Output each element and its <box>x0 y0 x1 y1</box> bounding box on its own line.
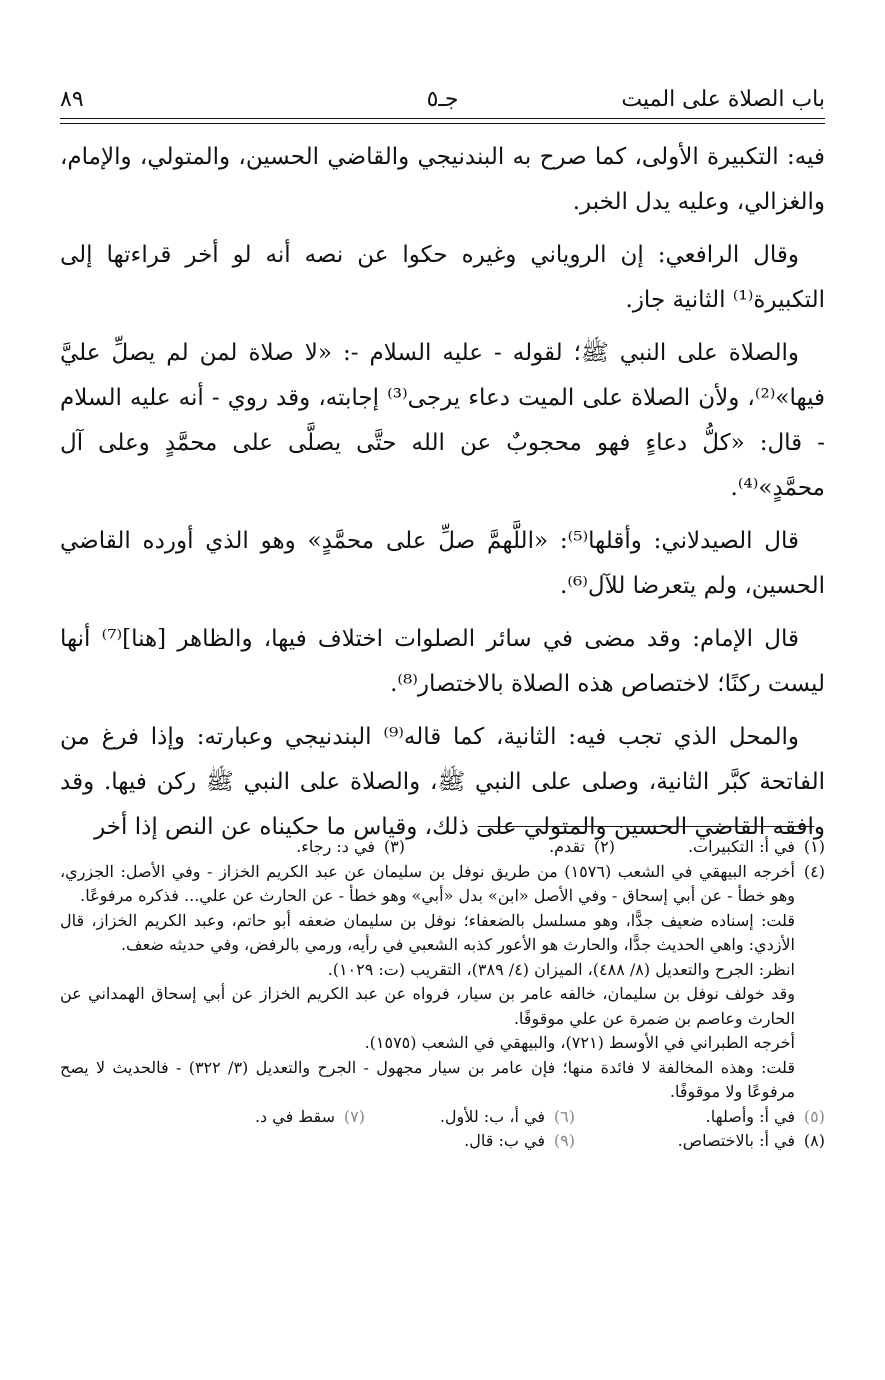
footnote-separator <box>478 826 814 827</box>
paragraph: قال الصيدلاني: وأقلها⁽⁵⁾: «اللَّهمَّ صلِّ على محمَّدٍ» وهو الذي أورده القاضي الحسين، ولم يتعرضا للآل⁽⁶⁾. <box>60 528 825 599</box>
footnote-row <box>60 1129 825 1154</box>
footnotes <box>60 835 825 1154</box>
paragraph: والمحل الذي تجب فيه: الثانية، كما قاله⁽⁹⁾ البندنيجي وعبارته: وإذا فرغ من الفاتحة كبَّر الثانية، وصلى على النبي ﷺ، والصلاة على النبي ﷺ ركن فيها. وقد وافقه القاضي الحسين والمتولي على ذلك، وقياس ما حكيناه عن النص إذا أخر <box>60 724 825 840</box>
footnote: (٢) تقدم. <box>549 837 615 856</box>
paragraph: فيه: التكبيرة الأولى، كما صرح به البندنيجي والقاضي الحسين، والمتولي، والإمام، والغزالي، وعليه يدل الخبر. <box>60 144 825 215</box>
footnote: (٩) في ب: قال. <box>464 1131 575 1150</box>
footnote: (٧) سقط في د. <box>254 1106 365 1126</box>
footnote-line: أخرجه الطبراني في الأوسط (٧٢١)، والبيهقي في الشعب (١٥٧٥). <box>364 1033 795 1052</box>
footnote-line: انظر: الجرح والتعديل (٨/ ٤٨٨)، الميزان (٤/ ٣٨٩)، التقريب (ت: ١٠٢٩). <box>327 959 795 979</box>
footnote: (٨) في أ: بالاختصاص. <box>677 1131 825 1150</box>
footnote-line: أخرجه البيهقي في الشعب (١٥٧٦) من طريق نوفل بن سليمان عن عبد الكريم الخزاز - وفي الأصل: الجزري، وهو خطأ - عن أبي إسحاق - وفي الأصل «ابن» بدل «أبي» وهو خطأ - عن الحارث عن علي... فذكره مرفوعًا. <box>60 861 795 905</box>
main-text <box>60 135 825 858</box>
footnote: (٦) في أ، ب: للأول. <box>439 1106 575 1126</box>
paragraph: قال الإمام: وقد مضى في سائر الصلوات اختلاف فيها، والظاهر [هنا]⁽⁷⁾ أنها ليست ركنًا؛ لاختصاص هذه الصلاة بالاختصار⁽⁸⁾. <box>60 626 825 697</box>
footnote-line: قلت: وهذه المخالفة لا فائدة منها؛ فإن عامر بن سيار مجهول - الجرح والتعديل (٣/ ٣٢٢) - فالحديث لا يصح مرفوعًا ولا موقوفًا. <box>60 1057 796 1101</box>
footnote: (٣) في د: رجاء. <box>296 837 405 856</box>
paragraph: والصلاة على النبي ﷺ؛ لقوله - عليه السلام -: «لا صلاة لمن لم يصلِّ عليَّ فيها»⁽²⁾، ولأن الصلاة على الميت دعاء يرجى⁽³⁾ إجابته، وقد روي - أنه عليه السلام - قال: «كلُّ دعاءٍ فهو محجوبٌ عن الله حتَّى يصلَّى على محمَّدٍ وعلى آل محمَّدٍ»⁽⁴⁾. <box>60 340 825 501</box>
footnote-long: (٤) أخرجه البيهقي في الشعب (١٥٧٦) من طريق نوفل بن سليمان عن عبد الكريم الخزاز - وفي الأصل: الجزري، وهو خطأ - عن أبي إسحاق - وفي الأصل «ابن» بدل «أبي» وهو خطأ - عن الحارث عن علي... فذكره مرفوعًا. قلت: إسناده ضعيف جدًّا، وهو مسلسل بالضعفاء؛ نوفل بن سليمان ضعفه أبو حاتم، وعبد الكريم الخزاز، قال الأزدي: واهي الحديث جدًّا، والحارث هو الأعور كذبه الشعبي في رأيه، ورمي بالرفض، وفي حديثه ضعف. انظر: الجرح والتعديل (٨/ ٤٨٨)، الميزان (٤/ ٣٨٩)، التقريب (ت: ١٠٢٩). وقد خولف نوفل بن سليمان، خالفه عامر بن سيار، فرواه عن عبد الكريم الخزاز عن أبي إسحاق الهمداني عن الحارث وعاصم بن ضمرة عن علي موقوفًا. أخرجه الطبراني في الأوسط (٧٢١)، والبيهقي في الشعب (١٥٧٥). قلت: وهذه المخالفة لا فائدة منها؛ فإن عامر بن سيار مجهول - الجرح والتعديل (٣/ ٣٢٢) - فالحديث لا يصح مرفوعًا ولا موقوفًا. <box>60 860 825 1105</box>
footnote-line: قلت: إسناده ضعيف جدًّا، وهو مسلسل بالضعفاء؛ نوفل بن سليمان ضعفه أبو حاتم، وعبد الكريم الخزاز، قال الأزدي: واهي الحديث جدًّا، والحارث هو الأعور كذبه الشعبي في رأيه، ورمي بالرفض، وفي حديثه ضعف. <box>60 910 795 954</box>
header-rule-thin <box>60 123 825 124</box>
footnote: (٥) في أ: وأصلها. <box>705 1106 825 1126</box>
chapter-title: باب الصلاة على الميت <box>621 87 825 112</box>
header-rule <box>60 118 825 119</box>
footnote-line: وقد خولف نوفل بن سليمان، خالفه عامر بن سيار، فرواه عن عبد الكريم الخزاز عن أبي إسحاق الهمداني عن الحارث وعاصم بن ضمرة عن علي موقوفًا. <box>60 984 795 1028</box>
paragraph: وقال الرافعي: إن الروياني وغيره حكوا عن نصه أنه لو أخر قراءتها إلى التكبيرة⁽¹⁾ الثانية جاز. <box>60 242 825 313</box>
footnote-row <box>60 1105 825 1130</box>
footnote-row <box>60 835 825 860</box>
page-number: ٨٩ <box>60 87 84 112</box>
volume-label: جـ٥ <box>426 87 459 112</box>
footnote: (١) في أ: التكبيرات. <box>687 837 825 856</box>
running-header <box>60 72 825 112</box>
